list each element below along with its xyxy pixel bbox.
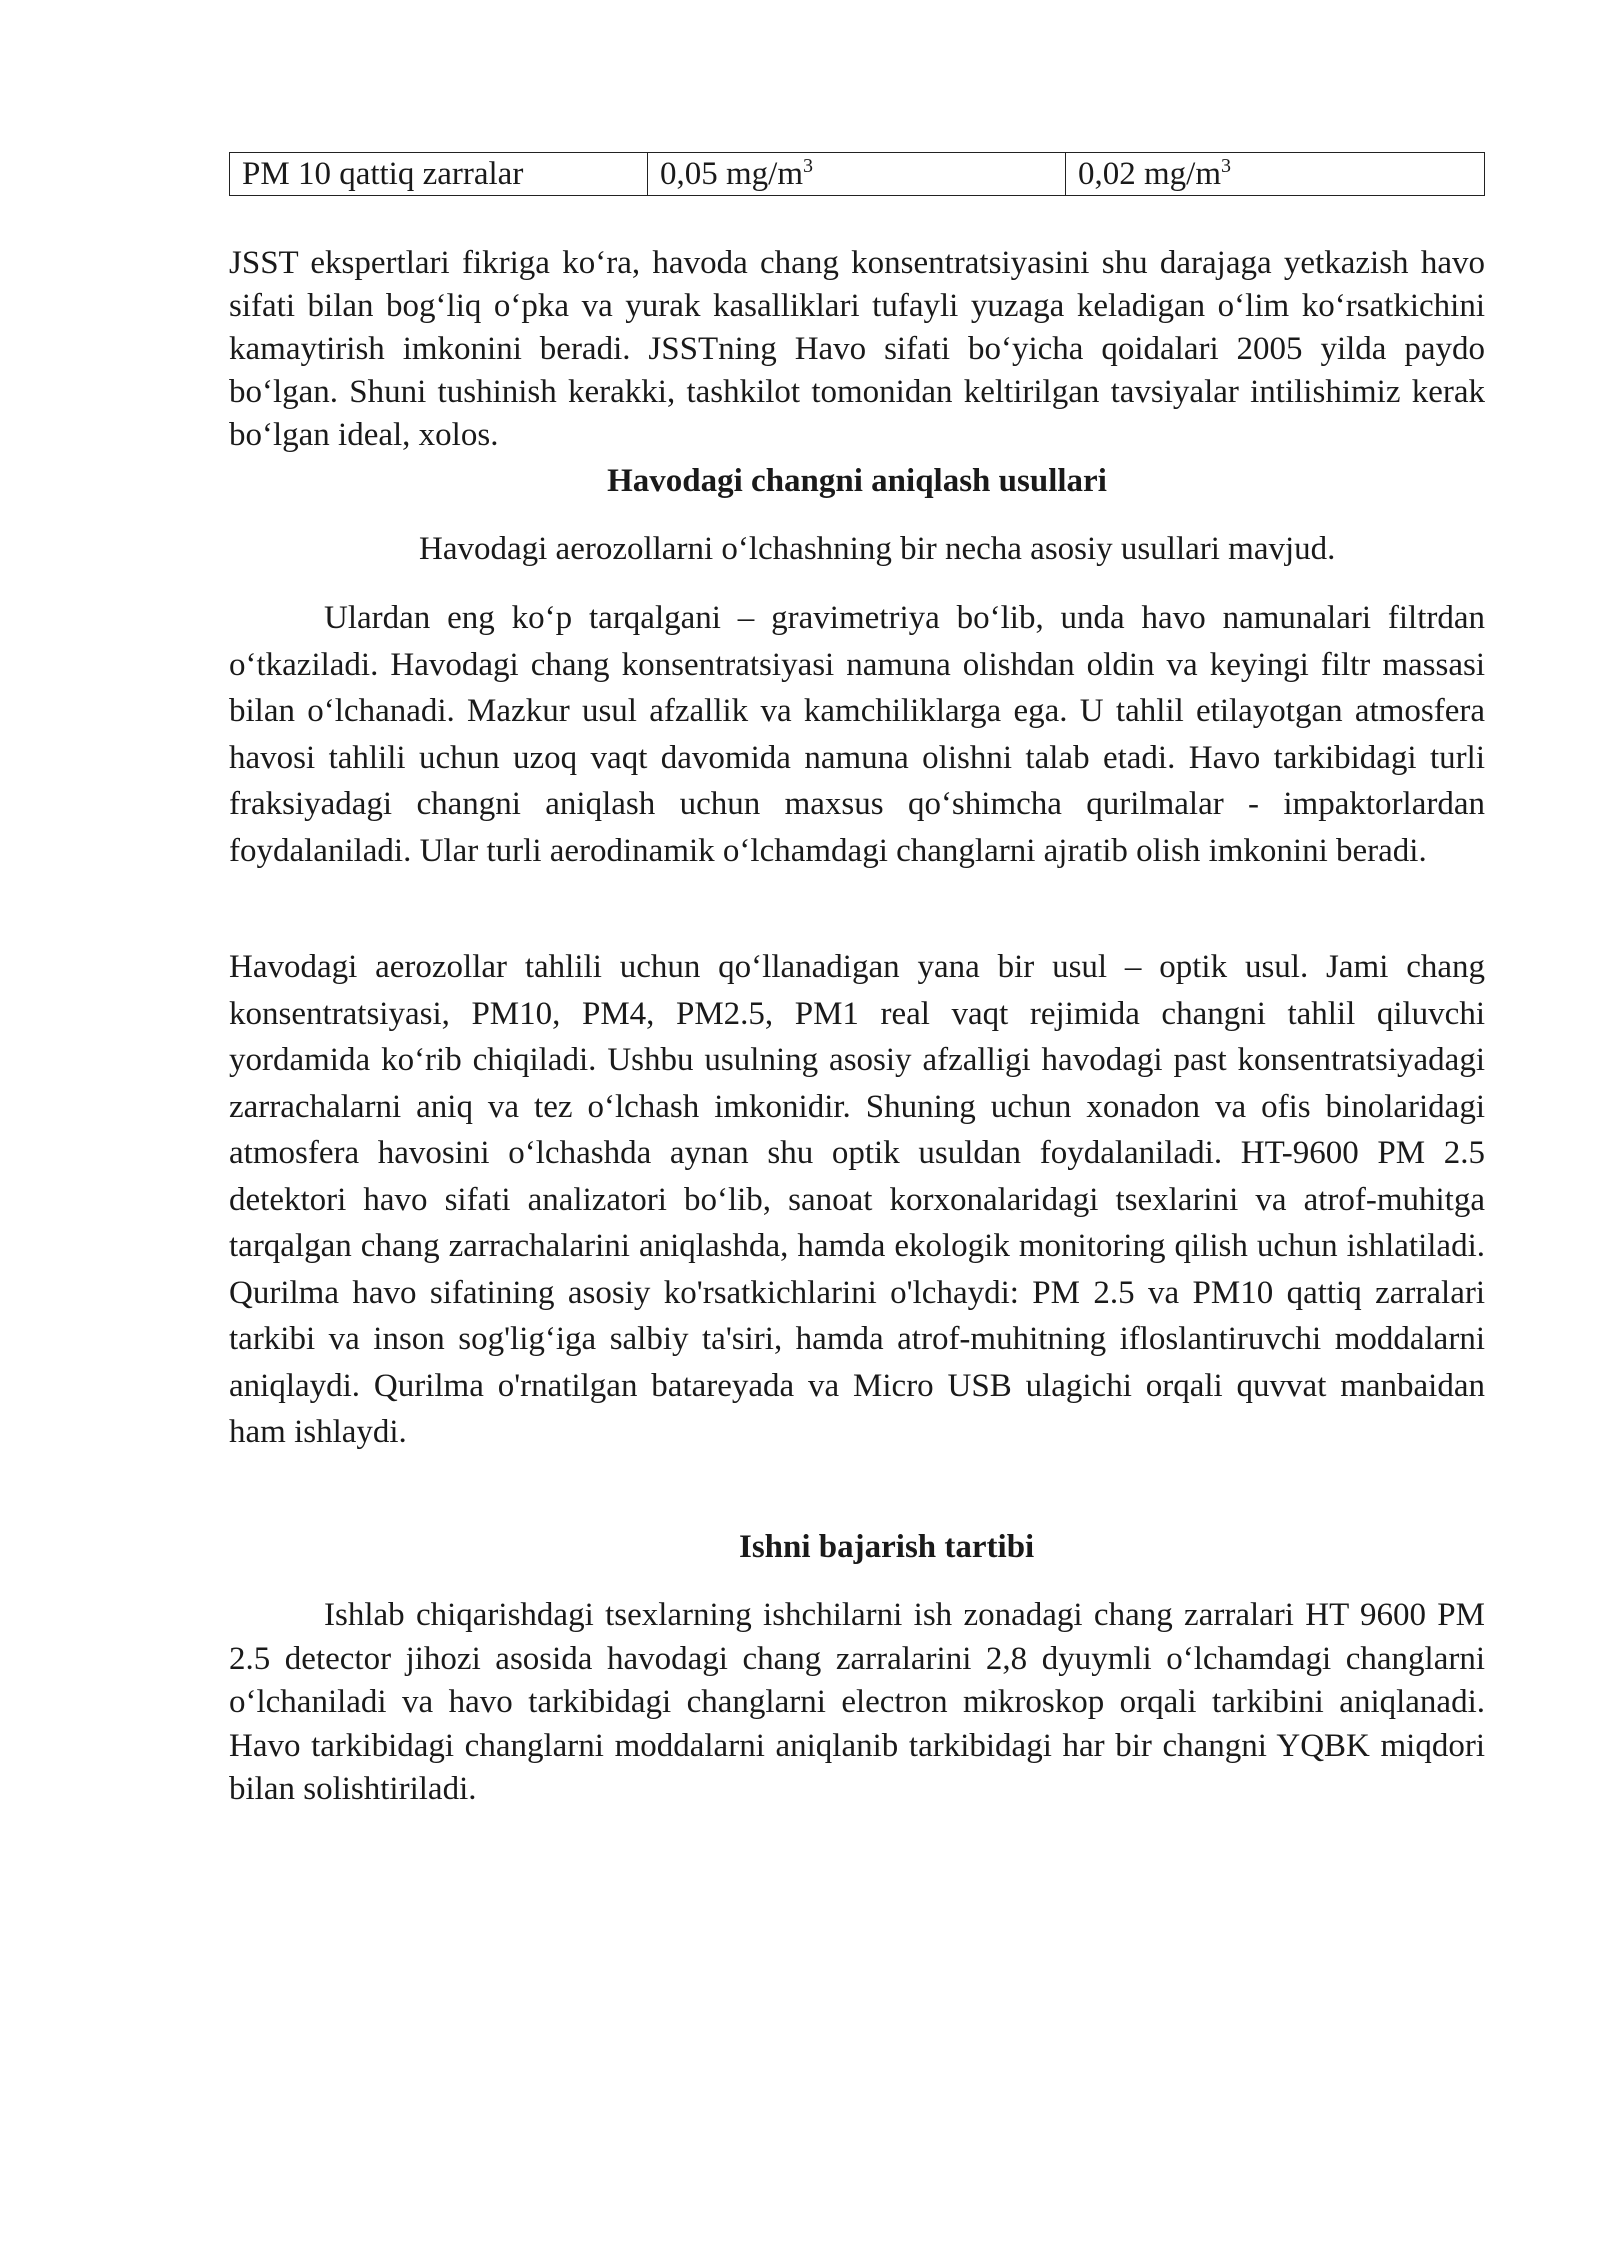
paragraph-procedure: Ishlab chiqarishdagi tsexlarning ishchilarni ish zonadagi chang zarralari HT 9600 PM 2.5 detector jihozi asosida havodagi chang zarralarini 2,8 dyuymli o‘lchamdagi changlarni o‘lchaniladi va havo tarkibidagi changlarni electron mikroskop orqali tarkibini aniqlanadi. Havo tarkibidagi changlarni moddalarni aniqlanib tarkibidagi har bir changni YQBK miqdori bilan solishtiriladi. [229,1597,1485,1807]
section-heading-procedure: Ishni bajarish tartibi [739,1529,1035,1565]
superscript: 3 [1221,155,1232,177]
section-heading-methods: Havodagi changni aniqlash usullari [607,463,1107,499]
paragraph-who-experts: JSST ekspertlari fikriga ko‘ra, havoda chang konsentratsiyasini shu darajaga yetkazish havo sifati bilan bog‘liq o‘pka va yurak kasalliklari tufayli yuzaga keladigan o‘lim ko‘rsatkichini kamaytirish imkonini beradi. JSSTning Havo sifati bo‘yicha qoidalari 2005 yilda paydo bo‘lgan. Shuni tushinish kerakki, tashkilot tomonidan keltirilgan tavsiyalar intilishimiz kerak bo‘lgan ideal, xolos. [229,245,1485,453]
paragraph-methods-intro: Havodagi aerozollarni o‘lchashning bir necha asosiy usullari mavjud. [419,531,1336,567]
superscript: 3 [803,155,814,177]
table-cell-pollutant: PM 10 qattiq zarralar [230,153,648,196]
table-cell-value-2: 0,02 $mg/m^3$ [1066,153,1485,196]
table-row [230,153,1485,196]
paragraph-gravimetry: Ulardan eng ko‘p tarqalgani – gravimetriya bo‘lib, unda havo namunalari filtrdan o‘tkaziladi. Havodagi chang konsentratsiyasi namuna olishdan oldin va keyingi filtr massasi bilan o‘lchanadi. Mazkur usul afzallik va kamchiliklarga ega. U tahlil etilayotgan atmosfera havosi tahlili uchun uzoq vaqt davomida namuna olishni talab etadi. Havo tarkibidagi turli fraksiyadagi changni aniqlash uchun maxsus qo‘shimcha qurilmalar - impaktorlardan foydalaniladi. Ular turli aerodinamik o‘lchamdagi changlarni ajratib olish imkonini beradi. [229,600,1485,869]
table-cell-value-1: 0,05 $mg/m^3$ [648,153,1066,196]
pm-limits-table [229,152,1485,196]
paragraph-optical-method: Havodagi aerozollar tahlili uchun qo‘llanadigan yana bir usul – optik usul. Jami chang konsentratsiyasi, PM10, PM4, PM2.5, PM1 real vaqt rejimida changni tahlil qiluvchi yordamida ko‘rib chiqiladi. Ushbu usulning asosiy afzalligi havodagi past konsentratsiyadagi zarrachalarni aniq va tez o‘lchash imkonidir. Shuning uchun xonadon va ofis binolaridagi atmosfera havosini o‘lchashda aynan shu optik usuldan foydalaniladi. HT-9600 PM 2.5 detektori havo sifati analizatori bo‘lib, sanoat korxonalaridagi tsexlarini va atrof-muhitga tarqalgan chang zarrachalarini aniqlashda, hamda ekologik monitoring qilish uchun ishlatiladi. Qurilma havo sifatining asosiy ko'rsatkichlarini o'lchaydi: PM 2.5 va PM10 qattiq zarralari tarkibi va inson sog'lig‘iga salbiy ta'siri, hamda atrof-muhitning ifloslantiruvchi moddalarni aniqlaydi. Qurilma o'rnatilgan batareyada va Micro USB ulagichi orqali quvvat manbaidan ham ishlaydi. [229,949,1485,1450]
